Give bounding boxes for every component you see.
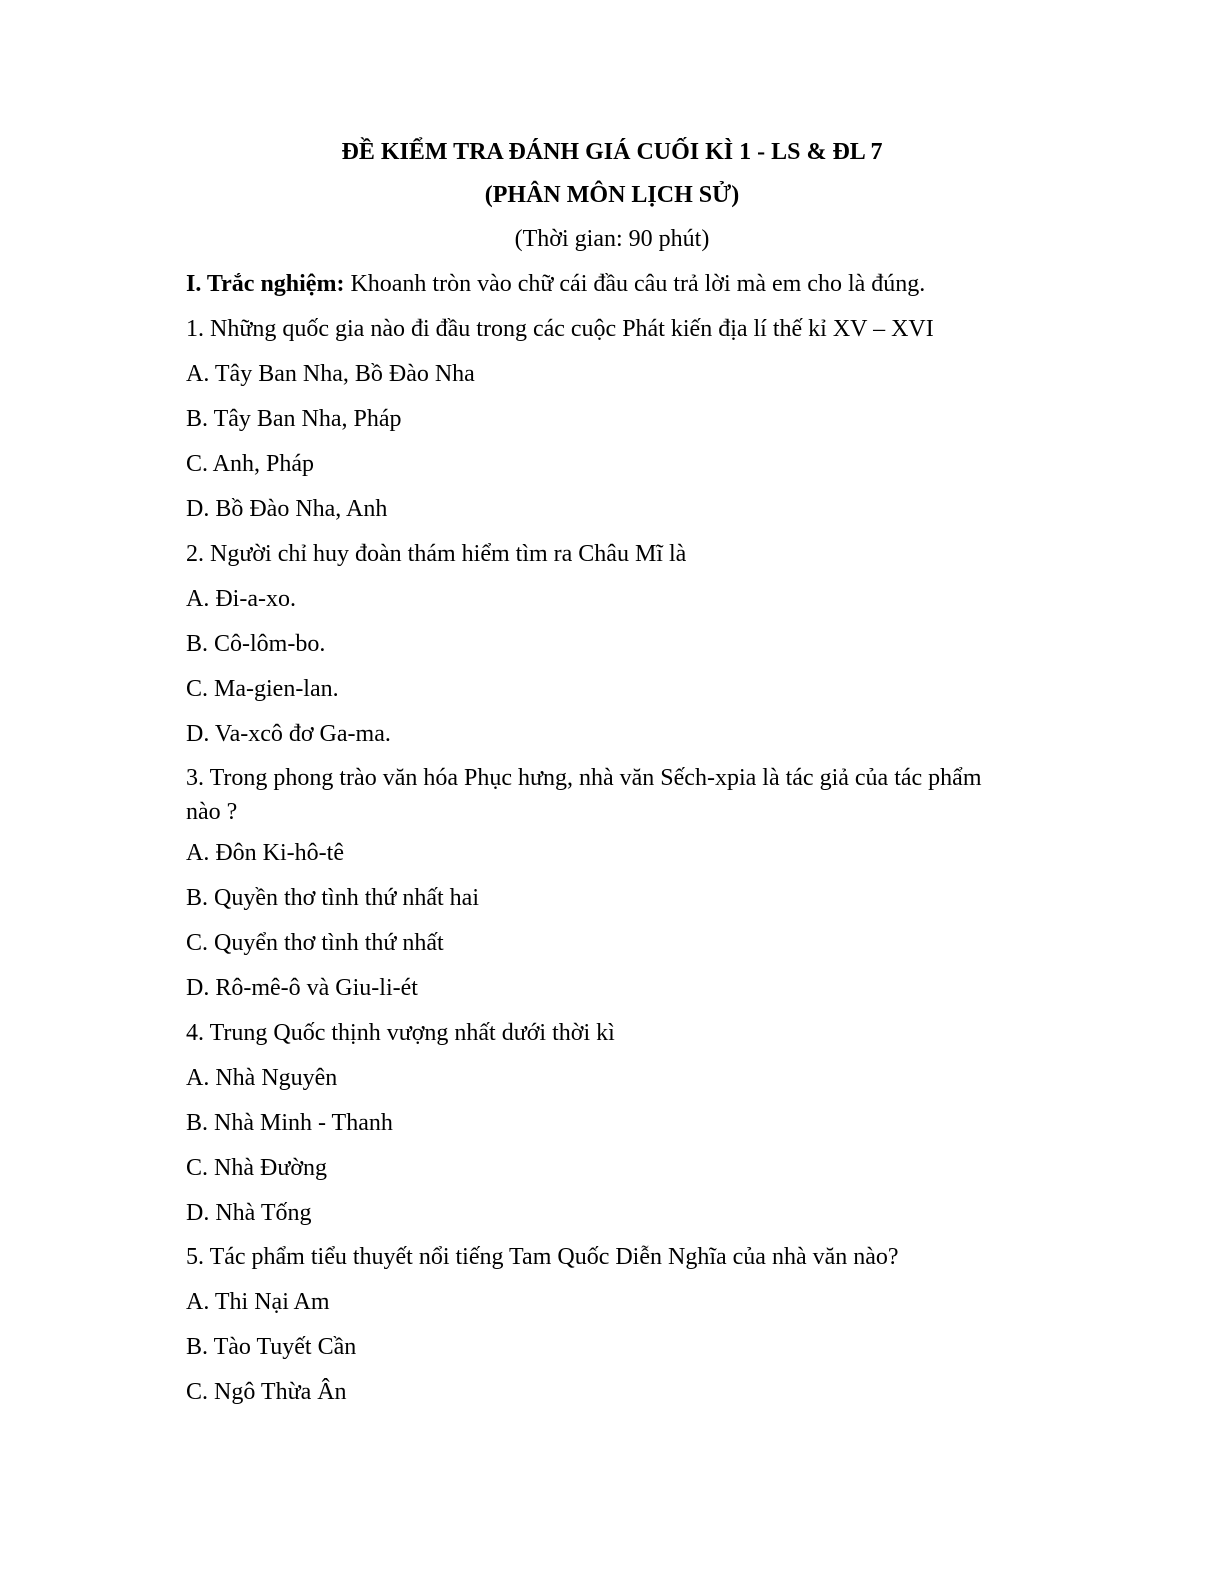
question-1-option-c: C. Anh, Pháp	[186, 451, 315, 477]
question-3-option-a: A. Đôn Ki-hô-tê	[186, 840, 344, 866]
question-1-option-d: D. Bồ Đào Nha, Anh	[186, 496, 388, 522]
question-3: 3. Trong phong trào văn hóa Phục hưng, nhà văn Sếch-xpia là tác giả của tác phẩm nào ?	[186, 765, 982, 825]
question-5-option-a: A. Thi Nại Am	[186, 1289, 330, 1315]
question-2-option-c: C. Ma-gien-lan.	[186, 676, 339, 702]
section-label: I. Trắc nghiệm:	[186, 271, 345, 297]
question-4-option-c: C. Nhà Đường	[186, 1155, 328, 1181]
question-1: 1. Những quốc gia nào đi đầu trong các cuộc Phát kiến địa lí thế kỉ XV – XVI	[186, 316, 934, 342]
question-1-option-b: B. Tây Ban Nha, Pháp	[186, 406, 402, 432]
question-4-option-a: A. Nhà Nguyên	[186, 1065, 338, 1091]
question-3-option-b: B. Quyền thơ tình thứ nhất hai	[186, 885, 480, 911]
question-2-option-b: B. Cô-lôm-bo.	[186, 631, 326, 657]
question-3-option-c: C. Quyển thơ tình thứ nhất	[186, 930, 444, 956]
question-3-option-d: D. Rô-mê-ô và Giu-li-ét	[186, 975, 418, 1001]
page-subtitle: (PHÂN MÔN LỊCH SỬ)	[484, 182, 740, 208]
question-4-option-b: B. Nhà Minh - Thanh	[186, 1110, 393, 1136]
question-1-option-a: A. Tây Ban Nha, Bồ Đào Nha	[186, 361, 475, 387]
question-5: 5. Tác phẩm tiểu thuyết nổi tiếng Tam Quốc Diễn Nghĩa của nhà văn nào?	[186, 1244, 899, 1270]
question-2: 2. Người chỉ huy đoàn thám hiểm tìm ra Châu Mĩ là	[186, 541, 687, 567]
question-5-option-c: C. Ngô Thừa Ân	[186, 1379, 347, 1405]
question-4-option-d: D. Nhà Tống	[186, 1200, 312, 1226]
question-4: 4. Trung Quốc thịnh vượng nhất dưới thời kì	[186, 1020, 615, 1046]
question-2-option-d: D. Va-xcô đơ Ga-ma.	[186, 721, 391, 747]
question-2-option-a: A. Đi-a-xo.	[186, 586, 296, 612]
section-heading	[186, 269, 925, 299]
question-5-option-b: B. Tào Tuyết Cần	[186, 1334, 357, 1360]
section-instruction: Khoanh tròn vào chữ cái đầu câu trả lời mà em cho là đúng.	[344, 271, 926, 297]
exam-duration: (Thời gian: 90 phút)	[514, 226, 710, 252]
page-title: ĐỀ KIỂM TRA ĐÁNH GIÁ CUỐI KÌ 1 - LS & ĐL 7	[341, 139, 883, 165]
